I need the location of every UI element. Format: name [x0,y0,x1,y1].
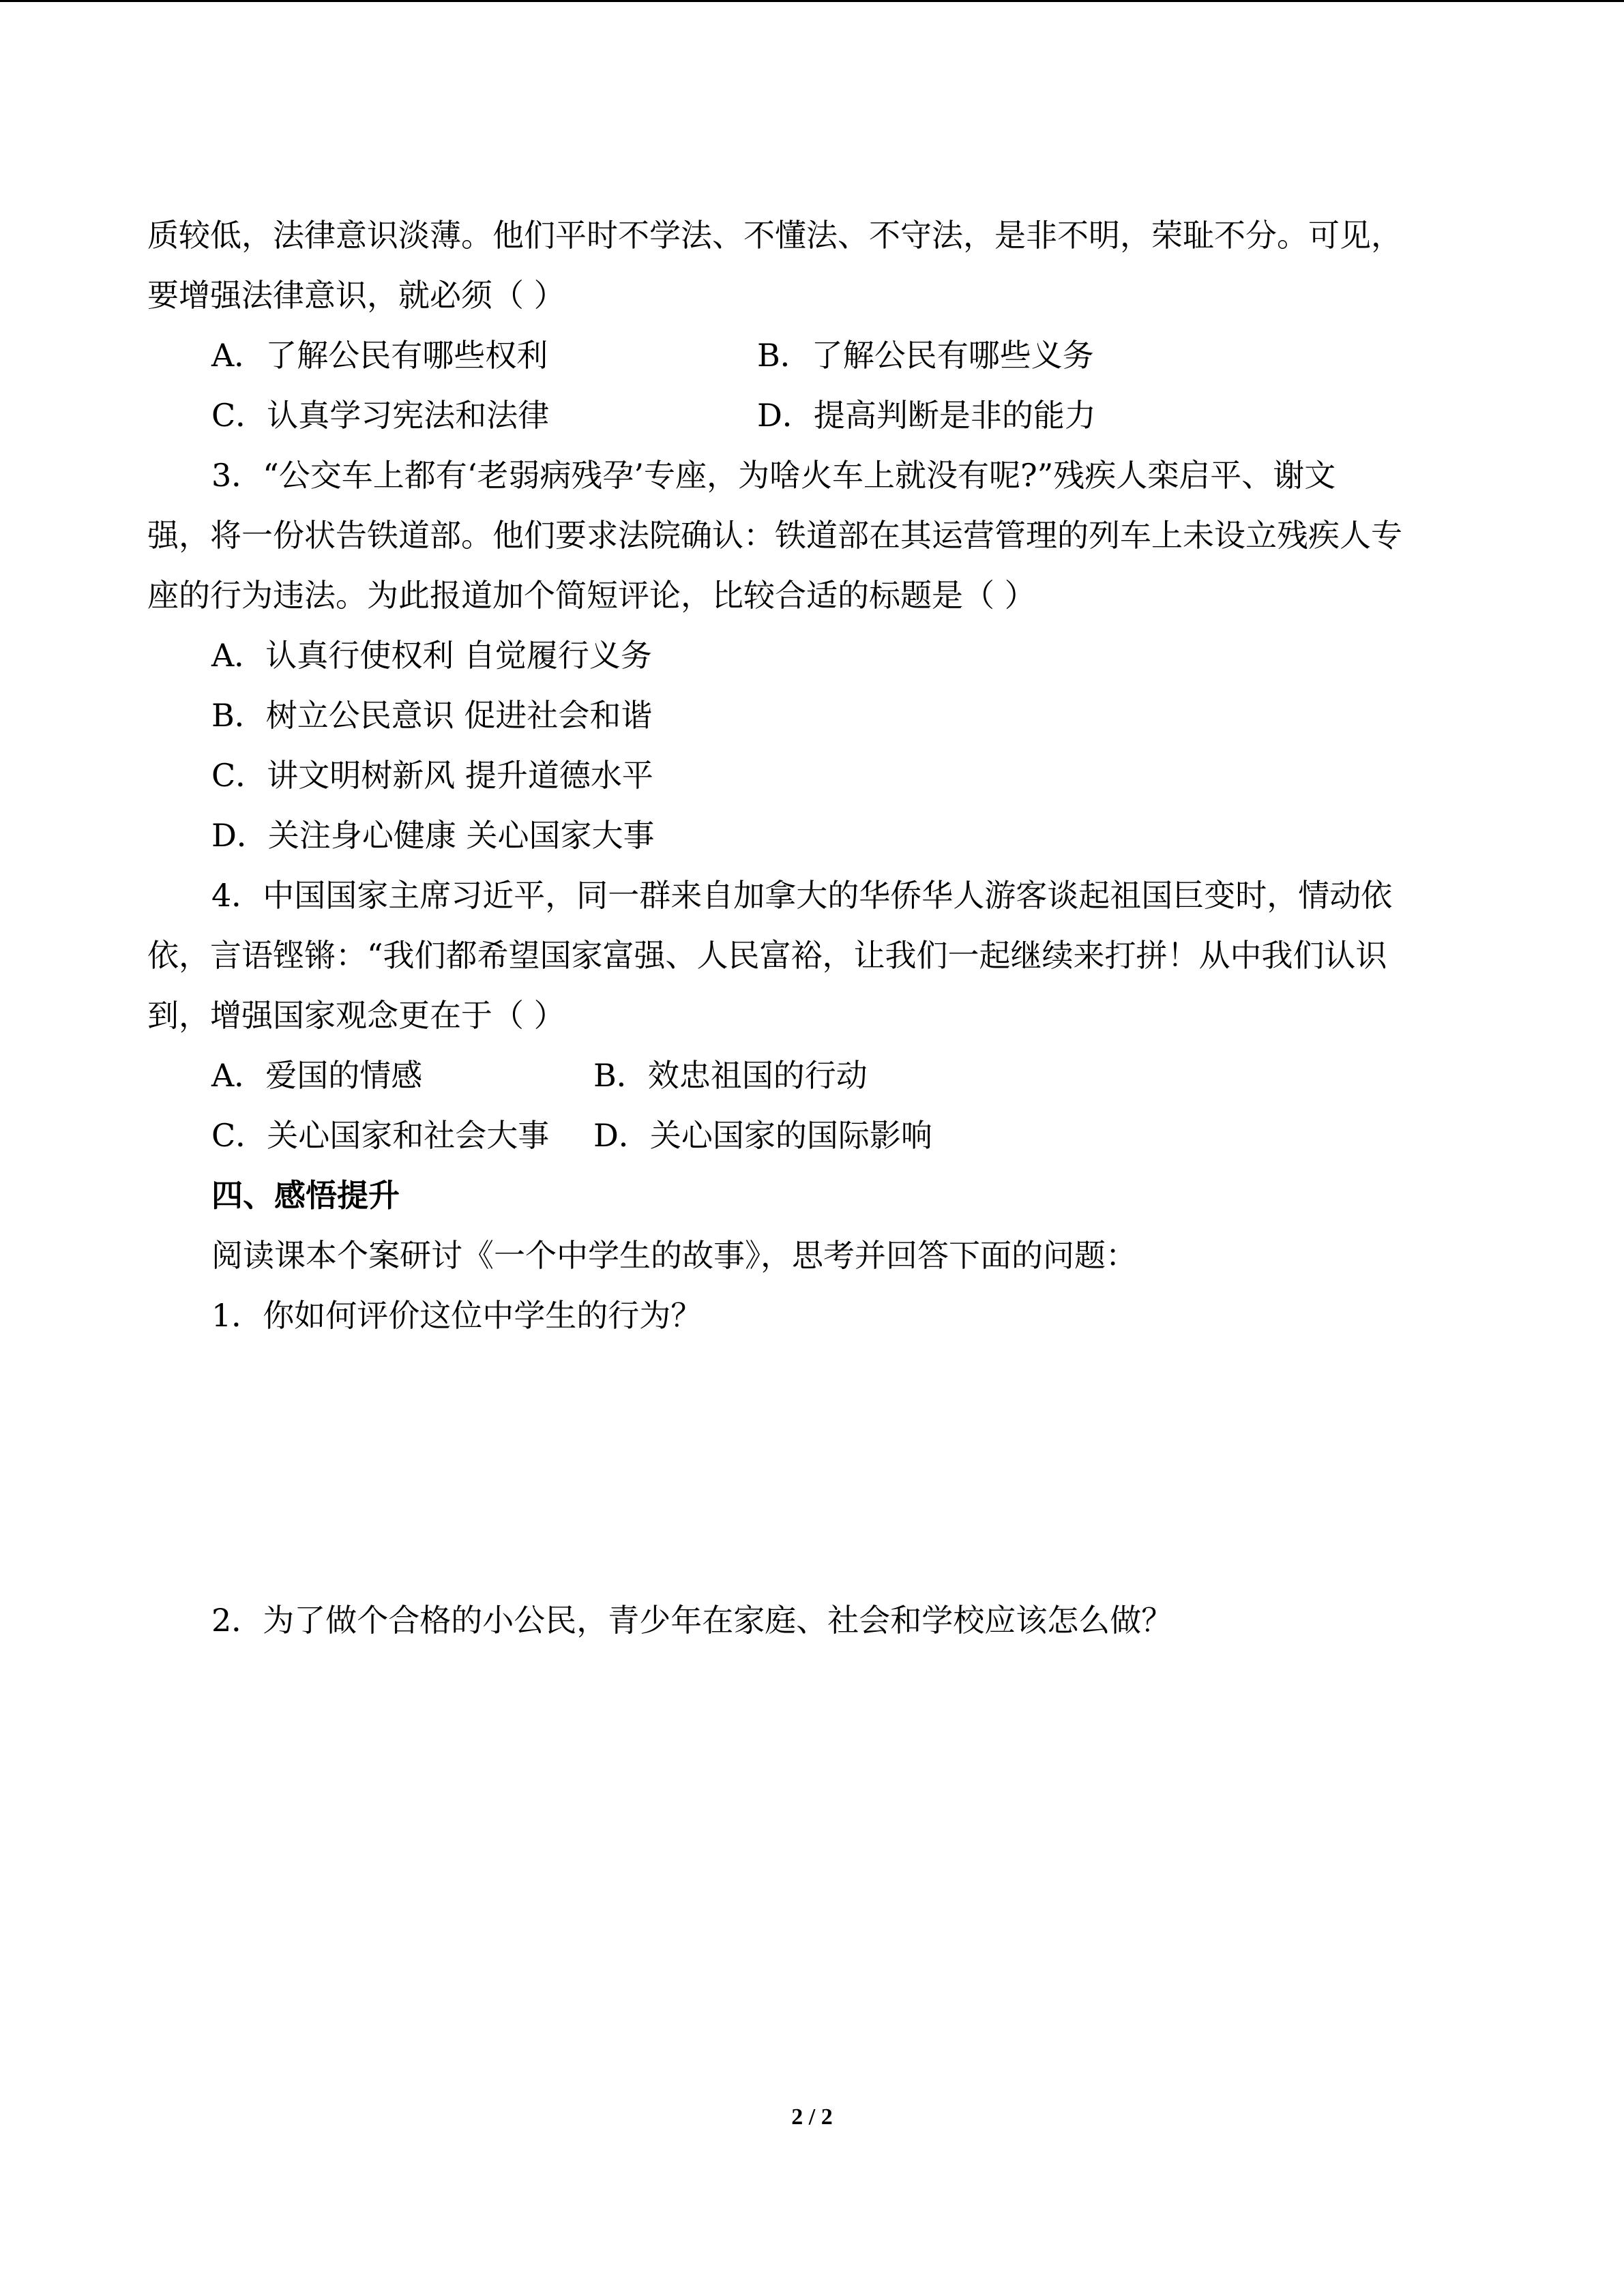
text-line: 要增强法律意识，就必须（ ） [147,277,565,314]
option-d: D．提高判断是非的能力 [757,397,1096,434]
option-a: A．了解公民有哪些权利 [211,337,548,374]
prompt-1: 1．你如何评价这位中学生的行为？ [211,1297,703,1334]
question-3-line: 强，将一份状告铁道部。他们要求法院确认：铁道部在其运营管理的列车上未设立残疾人专 [147,517,1402,554]
option-c: C．关心国家和社会大事 [211,1117,550,1154]
option-d: D．关注身心健康 关心国家大事 [211,817,655,854]
option-b: B．树立公民意识 促进社会和谐 [211,697,653,734]
section-intro: 阅读课本个案研讨《一个中学生的故事》，思考并回答下面的问题： [211,1237,1137,1274]
question-3-line: 3．“公交车上都有‘老弱病残孕’专座，为啥火车上就没有呢?”残疾人栾启平、谢文 [211,457,1336,494]
option-a: A．认真行使权利 自觉履行义务 [211,637,652,674]
option-a: A．爱国的情感 [211,1057,423,1094]
option-b: B．了解公民有哪些义务 [757,337,1094,374]
option-d: D．关心国家的国际影响 [593,1117,932,1154]
option-b: B．效忠祖国的行动 [593,1057,868,1094]
option-c: C．认真学习宪法和法律 [211,397,550,434]
text-line: 质较低，法律意识淡薄。他们平时不学法、不懂法、不守法，是非不明，荣耻不分。可见， [147,217,1402,254]
prompt-2: 2．为了做个合格的小公民，青少年在家庭、社会和学校应该怎么做？ [211,1602,1173,1639]
question-4-line: 到，增强国家观念更在于（ ） [147,997,565,1034]
question-3-line: 座的行为违法。为此报道加个简短评论，比较合适的标题是（ ） [147,577,1036,614]
page-number: 2 / 2 [791,2104,833,2130]
question-4-line: 4．中国国家主席习近平，同一群来自加拿大的华侨华人游客谈起祖国巨变时，情动依 [211,877,1393,914]
option-c: C．讲文明树新风 提升道德水平 [211,757,653,794]
section-heading: 四、感悟提升 [211,1177,400,1214]
question-4-line: 依，言语铿锵：“我们都希望国家富强、人民富裕，让我们一起继续来打拼！从中我们认识 [147,937,1387,974]
